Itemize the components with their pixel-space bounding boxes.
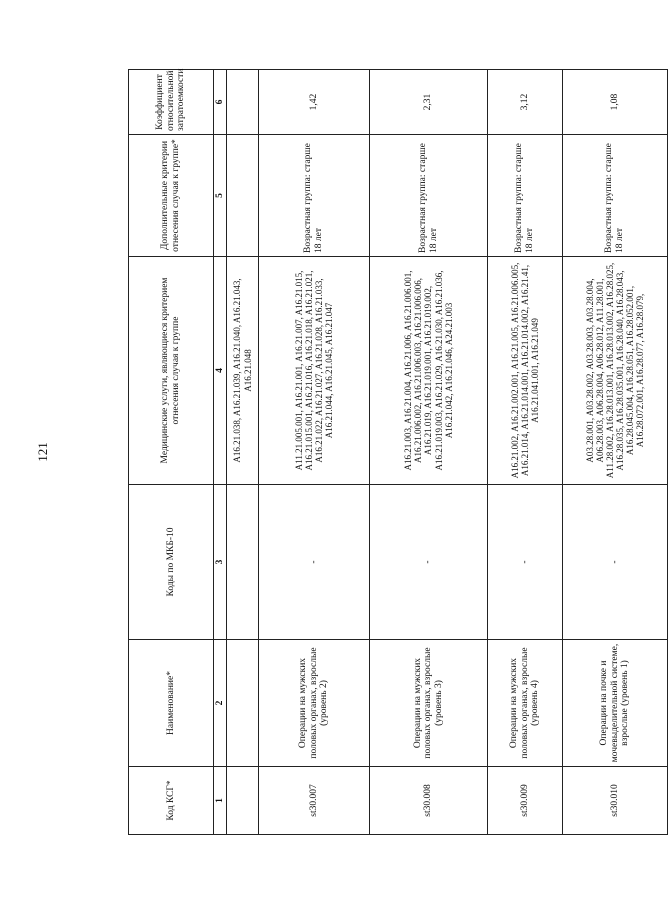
cell-name: Операции на мужских половых органах, взрослые (уровень 2)	[259, 640, 370, 767]
continuation-row	[227, 70, 259, 835]
cell-icd: -	[563, 485, 668, 640]
page-number: 121	[34, 442, 50, 462]
cell-name: Операции на мужских половых органах, взрослые (уровень 4)	[488, 640, 563, 767]
cell-icd	[227, 485, 259, 640]
cell-extra: Возрастная группа: старше 18 лет	[488, 135, 563, 257]
cell-icd: -	[259, 485, 370, 640]
cell-services: A16.21.002, A16.21.002.001, A16.21.005, A16.21.006.005, A16.21.014, A16.21.014.001, A16.21.014.002, A16.21.41, A16.21.041.001, A16.21.049	[488, 257, 563, 485]
header-extra: Дополнительные критерии отнесения случая к группе*	[129, 135, 214, 257]
cell-coef: 1,42	[259, 70, 370, 135]
cell-code: st30.010	[563, 767, 668, 835]
col-number: 3	[214, 485, 227, 640]
table-row	[370, 70, 488, 835]
header-name: Наименование*	[129, 640, 214, 767]
col-number: 4	[214, 257, 227, 485]
cell-services: A03.28.001, A03.28.002, A03.28.003, A03.28.004, A06.28.003, A06.28.004, A06.28.012, A11.28.001, A11.28.002, A16.28.013.001, A16.28.013.002, A16.28.025, A16.28.035, A16.28.035.001, A16.28.040, A16.28.043, A16.28.045.004, A16.28.051, A16.28.052.001, A16.28.072.001, A16.28.077, A16.28.079,	[563, 257, 668, 485]
cell-extra: Возрастная группа: старше 18 лет	[370, 135, 488, 257]
cell-services: A16.21.038, A16.21.039, A16.21.040, A16.21.043, A16.21.048	[227, 257, 259, 485]
cell-icd: -	[488, 485, 563, 640]
cell-name	[227, 640, 259, 767]
cell-extra: Возрастная группа: старше 18 лет	[563, 135, 668, 257]
col-number: 6	[214, 70, 227, 135]
col-number: 2	[214, 640, 227, 767]
cell-code: st30.009	[488, 767, 563, 835]
cell-extra	[227, 135, 259, 257]
cell-code	[227, 767, 259, 835]
cell-name: Операции на почке и мочевыделительной системе, взрослые (уровень 1)	[563, 640, 668, 767]
cell-services: A16.21.003, A16.21.004, A16.21.006, A16.21.006.001, A16.21.006.002, A16.21.006.003, A16.21.006.006, A16.21.019, A16.21.019.001, A16.21.019.002, A16.21.019.003, A16.21.029, A16.21.030, A16.21.036, A16.21.042, A16.21.046, A24.21.003	[370, 257, 488, 485]
header-row	[129, 70, 214, 835]
cell-coef	[227, 70, 259, 135]
header-services: Медицинские услуги, являющиеся критерием отнесения случая к группе	[129, 257, 214, 485]
cell-icd: -	[370, 485, 488, 640]
cell-coef: 2,31	[370, 70, 488, 135]
rotated-page	[128, 68, 646, 835]
table-row	[259, 70, 370, 835]
cell-name: Операции на мужских половых органах, взрослые (уровень 3)	[370, 640, 488, 767]
header-icd: Коды по МКБ-10	[129, 485, 214, 640]
header-code: Код КСГ*	[129, 767, 214, 835]
ksg-table	[128, 69, 668, 835]
col-number: 5	[214, 135, 227, 257]
table-row	[563, 70, 668, 835]
col-number: 1	[214, 767, 227, 835]
cell-code: st30.007	[259, 767, 370, 835]
cell-extra: Возрастная группа: старше 18 лет	[259, 135, 370, 257]
cell-coef: 1,08	[563, 70, 668, 135]
header-coef: Коэффициент относительной затратоемкости	[129, 70, 214, 135]
cell-code: st30.008	[370, 767, 488, 835]
cell-coef: 3,12	[488, 70, 563, 135]
table-row	[488, 70, 563, 835]
column-numbers-row	[214, 70, 227, 835]
cell-services: A11.21.005.001, A16.21.001, A16.21.007, A16.21.015, A16.21.015.001, A16.21.016, A16.21.018, A16.21.021, A16.21.022, A16.21.027, A16.21.028, A16.21.033, A16.21.044, A16.21.045, A16.21.047	[259, 257, 370, 485]
